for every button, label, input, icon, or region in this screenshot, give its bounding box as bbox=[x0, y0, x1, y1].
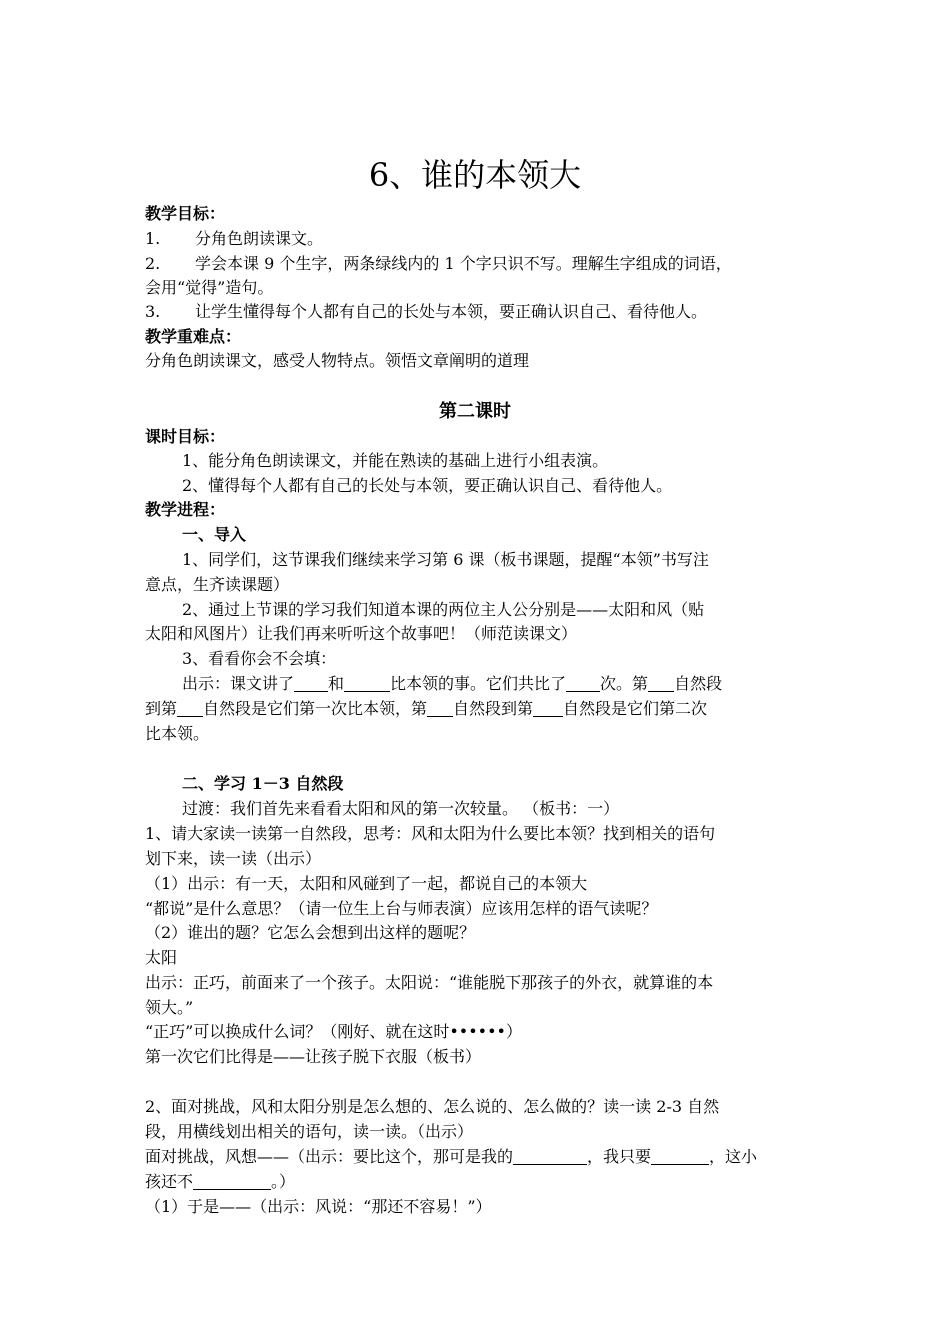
blank bbox=[193, 1173, 271, 1190]
blank bbox=[648, 675, 674, 692]
part2-q2-line1: 2、面对挑战，风和太阳分别是怎么想的、怎么说的、怎么做的？读一读 2-3 自然 bbox=[145, 1097, 720, 1116]
blank bbox=[566, 675, 600, 692]
part2-heading: 二、学习 1－3 自然段 bbox=[182, 774, 344, 793]
part1-p1-line2: 意点，生齐读课题） bbox=[145, 575, 290, 594]
part2-sun: 太阳 bbox=[145, 948, 178, 967]
part2-q1-line2: 划下来，读一读（出示） bbox=[145, 849, 322, 868]
goal-item-2: 2. 学会本课 9 个生字，两条绿线内的 1 个字只识不写。理解生字组成的词语， bbox=[145, 254, 732, 273]
part1-p1-line1: 1、同学们，这节课我们继续来学习第 6 课（板书课题，提醒“本领”书写注 bbox=[182, 550, 709, 569]
part2-show-line2: 领大。” bbox=[145, 998, 194, 1017]
part2-q1-2: “都说”是什么意思？（请一位生上台与师表演）应该用怎样的语气读呢？ bbox=[145, 899, 658, 918]
lesson-goals-heading: 课时目标： bbox=[145, 427, 226, 446]
goal-item-1: 1. 分角色朗读课文。 bbox=[145, 229, 324, 248]
blank bbox=[294, 675, 328, 692]
part2-q2-1: （1）于是——（出示：风说：“那还不容易！”） bbox=[145, 1197, 492, 1216]
fill-blank-line2: 到第 自然段是它们第一次比本领，第 自然段到第 自然段是它们第二次 bbox=[145, 699, 708, 718]
lesson-goal-1: 1、能分角色朗读课文，并能在熟读的基础上进行小组表演。 bbox=[182, 451, 609, 470]
part2-q1-line1: 1、请大家读一读第一自然段，思考：风和太阳为什么要比本领？找到相关的语句 bbox=[145, 824, 716, 843]
part2-q2-line2: 段，用横线划出相关的语句，读一读。（出示） bbox=[145, 1122, 474, 1141]
part2-zhengqiao: “正巧”可以换成什么词？（刚好、就在这时••••••） bbox=[145, 1022, 522, 1041]
part2-q1-1: （1）出示：有一天，太阳和风碰到了一起，都说自己的本领大 bbox=[145, 874, 588, 893]
part1-p3: 3、看看你会不会填： bbox=[182, 649, 337, 668]
blank bbox=[513, 1148, 587, 1165]
key-points-text: 分角色朗读课文，感受人物特点。领悟文章阐明的道理 bbox=[145, 351, 530, 370]
part2-show-line1: 出示：正巧，前面来了一个孩子。太阳说：“谁能脱下那孩子的外衣，就算谁的本 bbox=[145, 973, 714, 992]
part2-q1-3: （2）谁出的题？它怎么会想到出这样的题呢？ bbox=[145, 923, 476, 942]
goal-item-3: 3. 让学生懂得每个人都有自己的长处与本领，要正确认识自己、看待他人。 bbox=[145, 302, 708, 321]
part2-transition: 过渡：我们首先来看看太阳和风的第一次较量。 （板书：一） bbox=[182, 799, 620, 818]
key-points-heading: 教学重难点： bbox=[145, 327, 242, 346]
part1-heading: 一、导入 bbox=[182, 525, 247, 544]
blank bbox=[177, 700, 203, 717]
process-heading: 教学进程： bbox=[145, 500, 226, 519]
blank bbox=[344, 675, 390, 692]
part2-first: 第一次它们比得是——让孩子脱下衣服（板书） bbox=[145, 1047, 482, 1066]
blank bbox=[427, 700, 453, 717]
wind-fill-line2: 孩还不 。） bbox=[145, 1172, 296, 1191]
blank bbox=[651, 1148, 709, 1165]
fill-blank-line3: 比本领。 bbox=[145, 724, 210, 743]
lesson-goal-2: 2、懂得每个人都有自己的长处与本领，要正确认识自己、看待他人。 bbox=[182, 476, 673, 495]
goal-item-2-continued: 会用“觉得”造句。 bbox=[145, 278, 274, 297]
document-title: 6、谁的本领大 bbox=[368, 156, 582, 194]
fill-blank-line1: 出示：课文讲了 和 比本领的事。它们共比了 次。第 自然段 bbox=[182, 674, 723, 693]
part1-p2-line1: 2、通过上节课的学习我们知道本课的两位主人公分别是——太阳和风（贴 bbox=[182, 600, 705, 619]
blank bbox=[533, 700, 563, 717]
lesson-heading: 第二课时 bbox=[439, 401, 511, 422]
part1-p2-line2: 太阳和风图片）让我们再来听听这个故事吧！（师范读课文） bbox=[145, 624, 578, 643]
wind-fill-line1: 面对挑战，风想——（出示：要比这个，那可是我的 ，我只要 ，这小 bbox=[145, 1147, 758, 1166]
goals-heading: 教学目标： bbox=[145, 204, 226, 223]
